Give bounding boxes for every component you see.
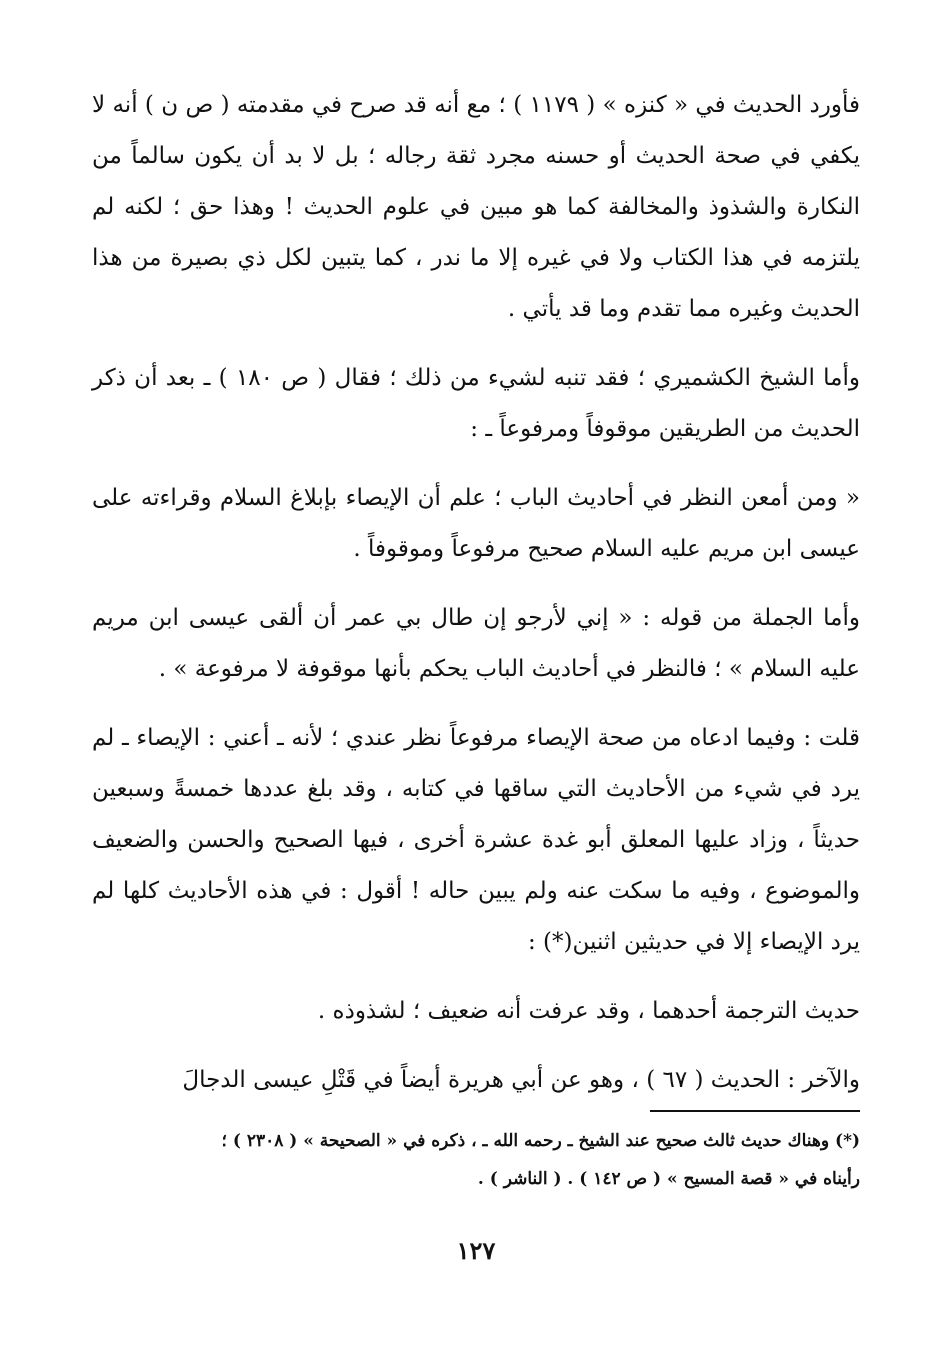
paragraph-4: وأما الجملة من قوله : « إني لأرجو إن طال بي عمر أن ألقى عيسى ابن مريم عليه السلام » ؛ فالنظر في أحاديث الباب يحكم بأنها موقوفة لا مرفوعة » .: [92, 605, 860, 682]
page-number: ١٢٧: [456, 1236, 496, 1265]
footnote-line-2: رأيناه في « قصة المسيح » ( ص ١٤٢ ) . ( الناشر ) .: [477, 1169, 860, 1189]
footnote-line-1: (*) وهناك حديث ثالث صحيح عند الشيخ ـ رحمه الله ـ ، ذكره في « الصحيحة » ( ٢٣٠٨ ) ؛: [221, 1131, 860, 1151]
footnote-divider: [650, 1110, 860, 1112]
paragraph-1: فأورد الحديث في « كنزه » ( ١١٧٩ ) ؛ مع أنه قد صرح في مقدمته ( ص ن ) أنه لا يكفي في صحة الحديث أو حسنه مجرد ثقة رجاله ؛ بل لا بد أن يكون سالماً من النكارة والشذوذ والمخالفة كما هو مبين في علوم الحديث ! وهذا حق ؛ لكنه لم يلتزمه في هذا الكتاب ولا في غيره إلا ما ندر ، كما يتبين لكل ذي بصيرة من هذا الحديث وغيره مما تقدم وما قد يأتي .: [92, 92, 861, 322]
footnote-block: [92, 1122, 860, 1198]
paragraph-6: حديث الترجمة أحدهما ، وقد عرفت أنه ضعيف ؛ لشذوذه .: [317, 998, 860, 1024]
paragraph-2: وأما الشيخ الكشميري ؛ فقد تنبه لشيء من ذلك ؛ فقال ( ص ١٨٠ ) ـ بعد أن ذكر الحديث من الطريقين موقوفاً ومرفوعاً ـ :: [92, 365, 860, 442]
paragraph-5: قلت : وفيما ادعاه من صحة الإيصاء مرفوعاً نظر عندي ؛ لأنه ـ أعني : الإيصاء ـ لم يرد في شيء من الأحاديث التي ساقها في كتابه ، وقد بلغ عددها خمسةً وسبعين حديثاً ، وزاد عليها المعلق أبو غدة عشرة أخرى ، فيها الصحيح والحسن والضعيف والموضوع ، وفيه ما سكت عنه ولم يبين حاله ! أقول : في هذه الأحاديث كلها لم يرد الإيصاء إلا في حديثين اثنين(*) :: [92, 725, 860, 955]
main-text: [92, 80, 860, 1106]
paragraph-7: والآخر : الحديث ( ٦٧ ) ، وهو عن أبي هريرة أيضاً في قَتْلِ عيسى الدجالَ: [182, 1067, 860, 1093]
paragraph-3-quote: « ومن أمعن النظر في أحاديث الباب ؛ علم أن الإيصاء بإبلاغ السلام وقراءته على عيسى ابن مريم عليه السلام صحيح مرفوعاً وموقوفاً .: [92, 485, 860, 562]
